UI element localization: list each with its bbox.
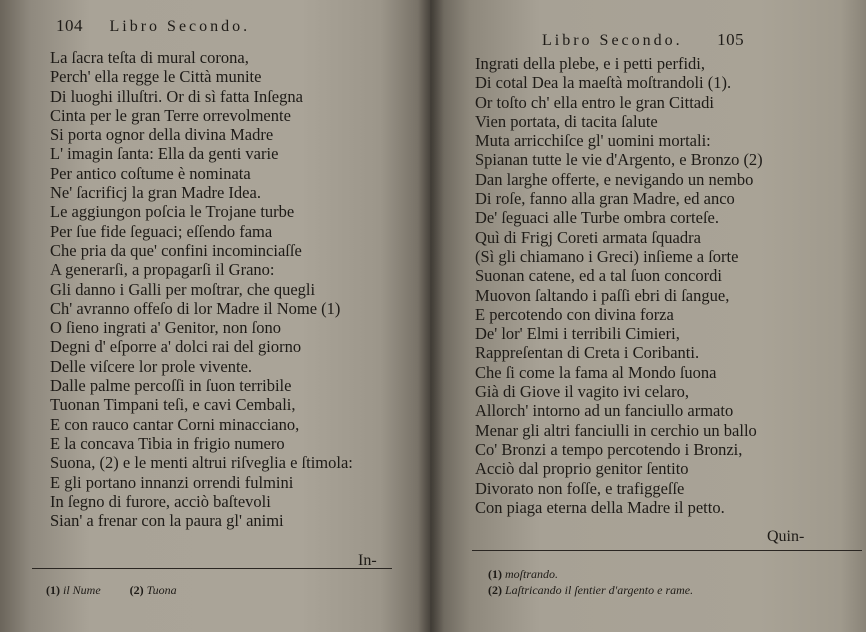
- verse-line: Per antico coſtume è nominata: [50, 163, 251, 183]
- verse-line: Di cotal Dea la maeſtà moſtrandoli (1).: [475, 73, 732, 93]
- verse-line: In ſegno di furore, acciò baſtevoli: [50, 491, 271, 511]
- verse-line: Ingrati della plebe, e i petti perfidi,: [475, 54, 705, 73]
- verse-line: Di roſe, fanno alla gran Madre, ed anco: [475, 189, 735, 209]
- verse-line: La ſacra teſta di mural corona,: [50, 48, 249, 67]
- verse-line: Tuonan Timpani teſi, e cavi Cembali,: [50, 395, 296, 415]
- verse-line: Dalle palme percoſſi in ſuon terribile: [50, 376, 292, 396]
- verse-line: Muovon ſaltando i paſſi ebri di ſangue,: [475, 285, 730, 305]
- verse-line: Spianan tutte le vie d'Argento, e Bronzo (2): [475, 150, 763, 170]
- left-footnote-1: (1) il Nume: [46, 583, 101, 597]
- verse-line: Delle viſcere lor prole vivente.: [50, 356, 253, 376]
- verse-line: Si porta ognor della divina Madre: [50, 125, 274, 145]
- verse-line: Cinta per le gran Terre orrevolmente: [50, 105, 291, 125]
- verse-line: Vien portata, di tacita ſalute: [475, 111, 658, 131]
- right-running-title: Libro Secondo.: [542, 32, 683, 49]
- verse-line: Suona, (2) e le menti altrui riſveglia e ſtimola:: [50, 453, 353, 473]
- verse-line: Or toſto ch' ella entro le gran Cittadi: [475, 92, 714, 112]
- verse-line: Già di Giove il vagito ivi celaro,: [475, 382, 689, 402]
- verse-line: Con piaga eterna della Madre il petto.: [475, 497, 725, 517]
- verse-line: Suonan catene, ed a tal ſuon concordi: [475, 266, 722, 286]
- verse-line: Ch' avranno offeſo di lor Madre il Nome (1): [50, 298, 341, 318]
- verse-line: E con rauco cantar Corni minacciano,: [50, 414, 300, 434]
- verse-line: E gli portano innanzi orrendi fulmini: [50, 472, 294, 492]
- right-footnote-2: (2) Laſtricando il ſentier d'argento e rame.: [488, 583, 694, 597]
- right-page-number: 105: [717, 30, 745, 49]
- verse-line: Allorch' intorno ad un fanciullo armato: [475, 401, 734, 421]
- verse-line: A generarſi, a propagarſi il Grano:: [50, 260, 275, 280]
- verse-line: Dan larghe offerte, e nevigando un nembo: [475, 169, 754, 189]
- verse-line: O ſieno ingrati a' Genitor, non ſono: [50, 318, 281, 338]
- left-page-number: 104: [56, 16, 83, 35]
- verse-line: Per ſue fide ſeguaci; eſſendo fama: [50, 221, 273, 241]
- verse-line: Muta arricchiſce gl' uomini mortali:: [475, 131, 711, 151]
- verse-line: Co' Bronzi a tempo percotendo i Bronzi,: [475, 439, 743, 459]
- left-page: [0, 0, 430, 632]
- verse-line: Ne' ſacrificj la gran Madre Idea.: [50, 183, 261, 203]
- left-footnotes: [46, 583, 203, 598]
- right-verse-block: [475, 54, 763, 517]
- verse-line: De' lor' Elmi i terribili Cimieri,: [475, 324, 680, 344]
- verse-line: L' imagin ſanta: Ella da genti varie: [50, 144, 279, 164]
- verse-line: Perch' ella regge le Città munite: [50, 67, 262, 87]
- verse-line: Quì di Frigj Coreti armata ſquadra: [475, 227, 701, 247]
- left-catchword: In-: [358, 552, 377, 569]
- right-page: [430, 0, 866, 632]
- left-verse-block: [50, 48, 353, 530]
- verse-line: De' ſeguaci alle Turbe ombra corteſe.: [475, 208, 719, 228]
- verse-line: E percotendo con divina forza: [475, 304, 674, 324]
- verse-line: (Sì gli chiamano i Greci) inſieme a ſorte: [475, 246, 739, 266]
- verse-line: E la concava Tibia in frigio numero: [50, 433, 285, 453]
- right-footnotes: [488, 566, 693, 598]
- verse-line: Le aggiungon poſcia le Trojane turbe: [50, 202, 295, 222]
- right-footnote-rule: [472, 550, 862, 551]
- verse-line: Che ſi come la fama al Mondo ſuona: [475, 362, 717, 382]
- left-footnote-rule: [32, 568, 392, 569]
- verse-line: Degni d' eſporre a' dolci rai del giorno: [50, 337, 302, 357]
- book-gutter: [418, 0, 444, 632]
- left-page-header: [56, 16, 250, 36]
- verse-line: Acciò dal proprio genitor ſentito: [475, 459, 689, 479]
- left-running-title: Libro Secondo.: [109, 18, 251, 35]
- verse-line: Di luoghi illuſtri. Or di sì fatta Inſegna: [50, 86, 303, 106]
- right-footnote-1: (1) moſtrando.: [488, 567, 559, 581]
- verse-line: Menar gli altri fanciulli in cerchio un ballo: [475, 420, 757, 440]
- verse-line: Divorato non foſſe, e trafiggeſſe: [475, 478, 685, 498]
- left-footnote-2: (2) Tuona: [129, 583, 177, 597]
- verse-line: Rappreſentan di Creta i Coribanti.: [475, 343, 700, 363]
- right-page-header: [542, 30, 744, 50]
- verse-line: Gli danno i Galli per moſtrar, che quegli: [50, 279, 316, 299]
- right-catchword: Quin-: [767, 528, 805, 545]
- verse-line: Che pria da que' confini incominciaſſe: [50, 240, 302, 260]
- verse-line: Sian' a frenar con la paura gl' animi: [50, 511, 284, 531]
